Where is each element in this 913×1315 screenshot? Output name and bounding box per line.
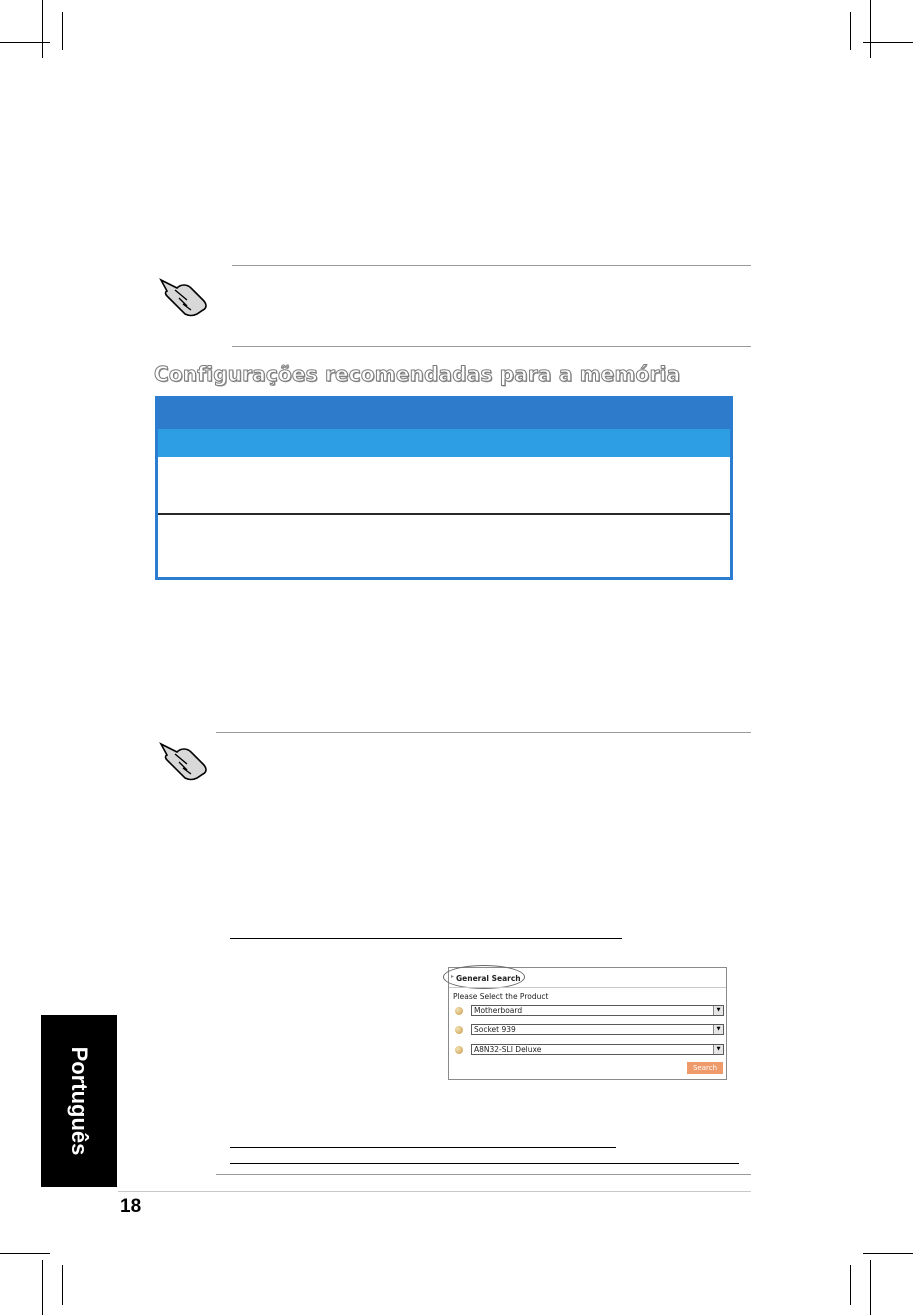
chevron-down-icon[interactable]: ▼: [713, 1025, 723, 1034]
chevron-down-icon[interactable]: ▼: [713, 1006, 723, 1015]
general-search-title: General Search: [456, 974, 521, 983]
select-value: Socket 939: [474, 1025, 516, 1034]
footer-rule: [118, 1191, 751, 1192]
table-row: [158, 515, 730, 577]
crop-mark: [850, 12, 851, 50]
note-top-rule: [232, 265, 751, 266]
crop-mark: [42, 0, 43, 58]
page-number: 18: [120, 1196, 142, 1217]
crop-mark: [62, 12, 63, 50]
crop-mark: [850, 1265, 851, 1305]
select-value: Motherboard: [474, 1006, 523, 1015]
divider: [449, 987, 726, 988]
note-bottom-rule: [232, 346, 751, 347]
section-title: Configurações recomendadas para a memória: [154, 362, 681, 386]
language-side-tab: [41, 1015, 117, 1187]
language-label: Português: [67, 1046, 92, 1156]
note-top-rule: [216, 732, 751, 733]
socket-select[interactable]: [471, 1024, 724, 1035]
general-search-screenshot: [448, 967, 727, 1080]
bullet-icon: [455, 1046, 463, 1054]
chevron-down-icon[interactable]: ▼: [713, 1045, 723, 1054]
crop-mark: [62, 1265, 63, 1305]
underline-rule: [230, 1163, 739, 1164]
hand-pointer-icon: [157, 738, 213, 786]
table-header-row: [158, 399, 730, 429]
crop-mark: [870, 1260, 871, 1315]
bullet-icon: [455, 1026, 463, 1034]
model-select[interactable]: [471, 1044, 724, 1055]
select-value: A8N32-SLI Deluxe: [474, 1045, 542, 1054]
memory-config-table: [155, 396, 733, 580]
select-product-prompt: Please Select the Product: [453, 992, 549, 1001]
underline-rule: [230, 1147, 616, 1148]
crop-mark: [0, 1253, 50, 1254]
footer-rule: [216, 1174, 751, 1175]
bullet-icon: [455, 1007, 463, 1015]
product-type-select[interactable]: [471, 1005, 724, 1016]
underline-rule: [230, 938, 622, 939]
product-type-row: [455, 1005, 725, 1017]
crop-mark: [42, 1260, 43, 1315]
table-row: [158, 457, 730, 513]
model-row: [455, 1044, 725, 1056]
bullet-icon: ▸: [451, 973, 455, 980]
crop-mark: [863, 1253, 913, 1254]
crop-mark: [870, 0, 871, 58]
socket-row: [455, 1024, 725, 1036]
hand-pointer-icon: [157, 274, 213, 322]
search-button[interactable]: Search: [687, 1062, 723, 1074]
table-subheader-row: [158, 429, 730, 457]
